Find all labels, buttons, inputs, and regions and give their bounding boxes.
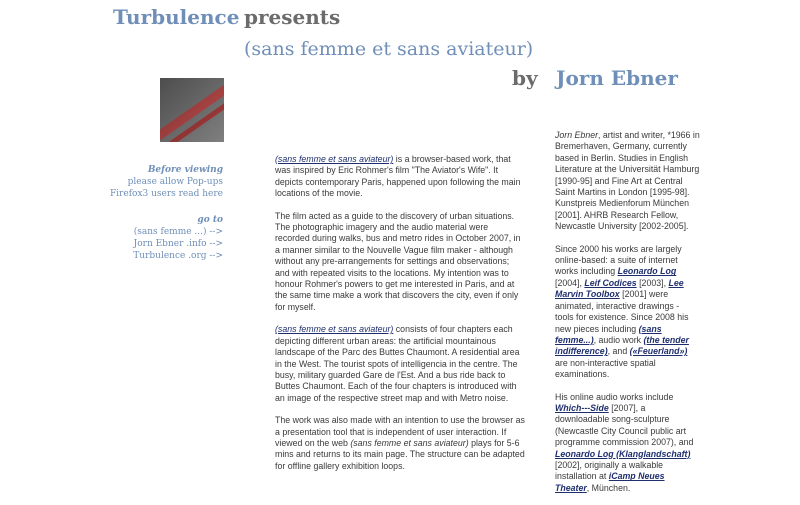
firefox-read-here-link[interactable]: Firefox3 users read here: [109, 189, 223, 199]
paragraph-text: [2001] were animated, interactive drawings - tools for existence. Since 2008 his new pieces including: [555, 289, 689, 334]
paragraph-text: [2003],: [636, 277, 669, 288]
work-link[interactable]: (sans femme et sans aviateur): [275, 154, 394, 164]
presents-label: presents: [244, 5, 341, 29]
paragraph-text: His online audio works include: [555, 391, 674, 402]
goto-title: go to: [197, 215, 223, 225]
description-column: [275, 154, 525, 483]
goto-nav: [133, 214, 223, 262]
paragraph: [275, 415, 525, 472]
by-label: by: [512, 66, 538, 90]
paragraph: [275, 154, 525, 200]
before-viewing-title: Before viewing: [147, 165, 223, 175]
leif-codices-link[interactable]: Leif Codices: [584, 277, 637, 288]
work-title-italic: (sans femme et sans aviateur): [350, 437, 469, 448]
leonardo-log-klang-link[interactable]: Leonardo Log (Klanglandschaft): [555, 448, 691, 459]
allow-popups-link[interactable]: please allow Pop-ups: [127, 177, 223, 187]
paragraph: [555, 244, 700, 381]
leonardo-log-link[interactable]: Leonardo Log: [617, 266, 677, 277]
bio-column: [555, 130, 700, 505]
paragraph-text: , audio work: [593, 334, 644, 345]
paragraph-text: Since 2000 his works are largely online-based: a suite of internet works including: [555, 243, 682, 277]
lee-marvin-toolbox-link[interactable]: Lee Marvin Toolbox: [555, 277, 684, 300]
paragraph-text: , artist and writer, *1966 in Bremerhaven, Germany, currently based in Berlin. Studies in English Literature at the Universität Hamburg [1990-95] and Fine Art at Central Saint Martins in London [1995-98]. Kunstpreis Medienforum München [2001]. AHRB Research Fellow, Newcastle University [2002-2005].: [555, 130, 700, 232]
sans-femme-link[interactable]: (sans femme...): [555, 323, 662, 345]
goto-sans-femme-link[interactable]: (sans femme ...) -->: [133, 227, 223, 237]
work-thumbnail-image[interactable]: [160, 78, 224, 142]
thumbnail-shade: [160, 78, 224, 142]
paragraph-text: plays for 5-6 mins and returns to its main page. The structure can be adapted for offline gallery exhibition loops.: [275, 437, 525, 471]
paragraph: [555, 130, 700, 233]
paragraph-text: [2002], originally a walkable installation at: [555, 459, 664, 482]
paragraph-text: [2007], a downloadable song-sculpture (Newcastle City Council public art programme commission 2007), and: [555, 402, 694, 448]
icamp-link[interactable]: iCamp Neues Theater: [555, 471, 665, 493]
goto-jornebner-link[interactable]: Jorn Ebner .info -->: [133, 239, 223, 249]
artist-name: Jorn Ebner: [555, 130, 599, 140]
paragraph-text: , München.: [586, 482, 631, 493]
work-link[interactable]: (sans femme et sans aviateur): [275, 324, 394, 335]
paragraph-text: , and: [607, 346, 630, 357]
paragraph-text: The work was also made with an intention to use the browser as a presentation tool that is independent of user interaction. If viewed on the web: [275, 415, 525, 448]
author-name: Jorn Ebner: [556, 66, 678, 90]
tender-indifference-link[interactable]: (the tender indifference): [555, 334, 689, 357]
goto-turbulence-link[interactable]: Turbulence .org -->: [133, 251, 223, 261]
paragraph: [555, 392, 700, 495]
brand-title: Turbulence: [113, 5, 240, 29]
paragraph-text: [2004],: [555, 277, 585, 288]
feuerland-link[interactable]: («Feuerland»): [629, 346, 688, 357]
paragraph-text: is a browser-based work, that was inspired by Eric Rohmer's film "The Aviator's Wife". It depicts contemporary Paris, happened upon following the main locations of the movie.: [275, 154, 521, 199]
paragraph: The film acted as a guide to the discovery of urban situations. The photographic imagery and the audio material were recorded during walks, bus and metro rides in October 2007, in a manner similar to the Nouvelle Vague film maker - although without any pre-arrangements for settings and observations; and with repeated visits to the locations. My intention was to honour Rohmer's powers to get me interested in Paris, and at the same time make a work that discovers the city, even if only for myself.: [275, 210, 521, 312]
paragraph-text: are non-interactive spatial examinations.: [555, 357, 656, 380]
before-viewing-box: [110, 164, 223, 200]
paragraph: [275, 324, 525, 404]
work-subtitle: (sans femme et sans aviateur): [244, 38, 534, 60]
paragraph-text: consists of four chapters each depicting different urban areas: the artificial mountainous landscape of the Parc des Buttes Chaumont. A residential area in the West. The tourist spots of intelligencia in the centre. The busy, military guarded Gare de l'Est. And a bus ride back to Buttes Chaumont. Each of the four chapters is introduced with an image of the respective street map and with Metro noise.: [275, 324, 520, 403]
which-side-link[interactable]: Which---Side: [555, 402, 609, 413]
